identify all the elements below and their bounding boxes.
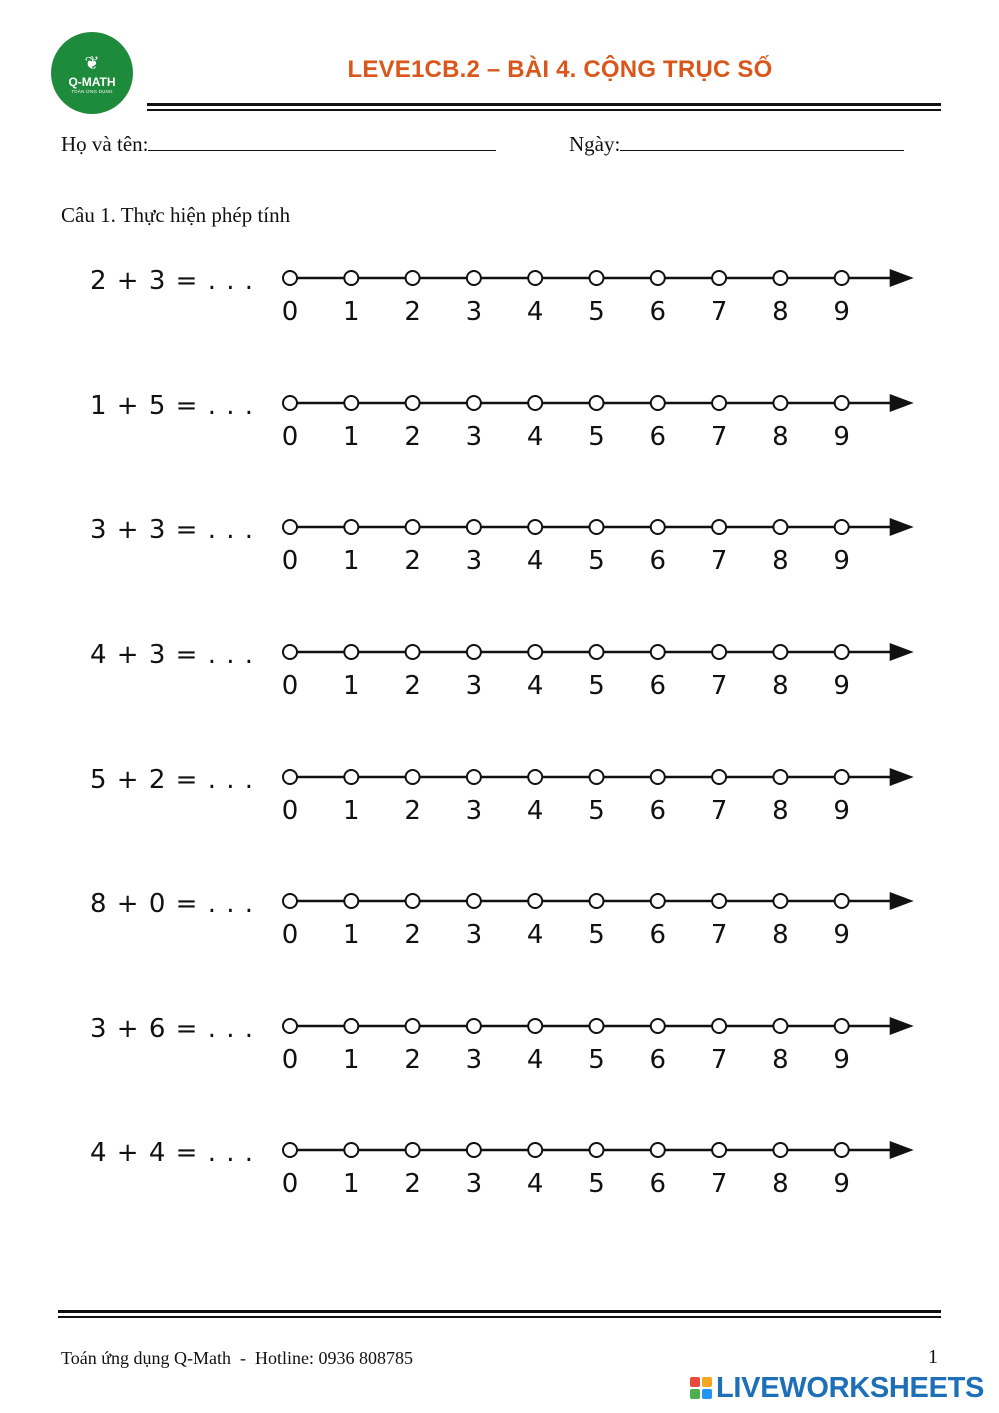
tick-label: 9	[833, 1169, 850, 1199]
tick-label: 5	[588, 546, 605, 576]
tick-label: 5	[588, 671, 605, 701]
tick-point[interactable]	[712, 520, 726, 534]
tick-label: 4	[526, 546, 544, 576]
tick-point[interactable]	[712, 1143, 726, 1157]
tick-label: 6	[649, 422, 667, 452]
number-line	[270, 640, 930, 710]
tick-label: 3	[465, 671, 483, 701]
tick-point[interactable]	[344, 396, 358, 410]
tick-label: 8	[772, 1169, 789, 1199]
tick-point[interactable]	[467, 520, 481, 534]
tick-point[interactable]	[590, 894, 604, 908]
tick-label: 7	[710, 671, 728, 701]
problem-expression: 1 + 5 = . . .	[90, 391, 255, 421]
tick-point[interactable]	[835, 1019, 849, 1033]
footer-rule-bottom	[58, 1316, 941, 1318]
tick-label: 7	[710, 920, 728, 950]
tick-point[interactable]	[773, 894, 787, 908]
tick-point[interactable]	[406, 1143, 420, 1157]
tick-point[interactable]	[344, 520, 358, 534]
number-line	[270, 1138, 930, 1208]
tick-label: 3	[465, 1045, 483, 1075]
liveworksheets-watermark	[690, 1372, 984, 1404]
name-field[interactable]	[61, 130, 496, 157]
logo-tagline: TOÁN ỨNG DỤNG	[71, 89, 113, 94]
tick-point[interactable]	[528, 271, 542, 285]
tick-label: 4	[526, 1045, 544, 1075]
tick-label: 9	[833, 422, 850, 452]
tick-label: 1	[343, 422, 360, 452]
tick-point[interactable]	[712, 770, 726, 784]
tick-point[interactable]	[406, 1019, 420, 1033]
tick-label: 3	[465, 422, 483, 452]
tick-point[interactable]	[590, 1019, 604, 1033]
tick-point[interactable]	[651, 520, 665, 534]
tick-label: 9	[833, 920, 850, 950]
problem-row	[0, 1138, 999, 1218]
tick-label: 6	[649, 1169, 667, 1199]
tick-label: 1	[343, 920, 360, 950]
tick-point[interactable]	[283, 271, 297, 285]
tick-point[interactable]	[590, 271, 604, 285]
question-heading: Câu 1. Thực hiện phép tính	[61, 203, 291, 227]
tick-label: 4	[526, 920, 544, 950]
tick-point[interactable]	[651, 770, 665, 784]
arrow-head-icon	[890, 518, 914, 536]
header-rule-bottom	[147, 109, 941, 111]
tick-point[interactable]	[773, 770, 787, 784]
tick-point[interactable]	[651, 645, 665, 659]
tick-label: 8	[772, 796, 789, 826]
tick-label: 9	[833, 796, 850, 826]
tick-label: 0	[281, 671, 299, 701]
tick-point[interactable]	[835, 1143, 849, 1157]
arrow-head-icon	[890, 643, 914, 661]
tick-point[interactable]	[467, 645, 481, 659]
tick-point[interactable]	[283, 1143, 297, 1157]
arrow-head-icon	[890, 1017, 914, 1035]
tick-label: 3	[465, 297, 483, 327]
tick-label: 7	[710, 297, 728, 327]
tick-point[interactable]	[283, 520, 297, 534]
tick-label: 9	[833, 297, 850, 327]
tick-label: 0	[281, 920, 299, 950]
tick-label: 2	[404, 920, 421, 950]
arrow-head-icon	[890, 768, 914, 786]
date-label: Ngày:	[569, 132, 621, 156]
tick-point[interactable]	[344, 770, 358, 784]
tick-point[interactable]	[590, 520, 604, 534]
problem-expression: 4 + 3 = . . .	[90, 640, 255, 670]
tick-point[interactable]	[773, 271, 787, 285]
tick-point[interactable]	[773, 1143, 787, 1157]
tick-point[interactable]	[590, 770, 604, 784]
tick-label: 4	[526, 1169, 544, 1199]
tick-point[interactable]	[406, 271, 420, 285]
tick-point[interactable]	[528, 645, 542, 659]
tick-label: 6	[649, 1045, 667, 1075]
tick-point[interactable]	[528, 1019, 542, 1033]
watermark-text: LIVEWORKSHEETS	[716, 1371, 985, 1404]
problem-row	[0, 1014, 999, 1094]
tick-label: 7	[710, 546, 728, 576]
tick-label: 9	[833, 1045, 850, 1075]
tick-point[interactable]	[528, 894, 542, 908]
name-label: Họ và tên:	[61, 132, 149, 156]
tick-label: 6	[649, 671, 667, 701]
tick-label: 6	[649, 920, 667, 950]
tick-label: 9	[833, 546, 850, 576]
number-line	[270, 765, 930, 835]
tick-label: 1	[343, 1045, 360, 1075]
tick-point[interactable]	[406, 520, 420, 534]
problem-expression: 4 + 4 = . . .	[90, 1138, 255, 1168]
number-line	[270, 1014, 930, 1084]
tick-label: 4	[526, 796, 544, 826]
tick-label: 8	[772, 1045, 789, 1075]
tick-label: 4	[526, 671, 544, 701]
number-line	[270, 889, 930, 959]
tick-point[interactable]	[344, 1019, 358, 1033]
tick-label: 5	[588, 422, 605, 452]
tick-label: 8	[772, 546, 789, 576]
logo-brand: Q-MATH	[68, 75, 116, 89]
date-blank[interactable]	[620, 130, 904, 151]
tick-point[interactable]	[344, 271, 358, 285]
tick-label: 6	[649, 796, 667, 826]
tick-point[interactable]	[835, 645, 849, 659]
tick-point[interactable]	[590, 645, 604, 659]
tick-point[interactable]	[835, 396, 849, 410]
tick-label: 3	[465, 546, 483, 576]
tick-label: 8	[772, 671, 789, 701]
tick-point[interactable]	[590, 396, 604, 410]
tick-label: 3	[465, 1169, 483, 1199]
tick-label: 3	[465, 920, 483, 950]
tick-label: 6	[649, 546, 667, 576]
tick-label: 7	[710, 796, 728, 826]
tick-label: 1	[343, 1169, 360, 1199]
page-number: 1	[928, 1346, 938, 1368]
tick-point[interactable]	[651, 271, 665, 285]
tick-point[interactable]	[712, 894, 726, 908]
tick-label: 1	[343, 546, 360, 576]
tick-label: 2	[404, 546, 421, 576]
tick-point[interactable]	[344, 645, 358, 659]
tick-point[interactable]	[467, 770, 481, 784]
tick-label: 2	[404, 796, 421, 826]
tick-point[interactable]	[406, 770, 420, 784]
tick-point[interactable]	[835, 894, 849, 908]
tick-point[interactable]	[467, 1143, 481, 1157]
tick-label: 0	[281, 1169, 299, 1199]
arrow-head-icon	[890, 1141, 914, 1159]
tick-label: 2	[404, 671, 421, 701]
tick-point[interactable]	[467, 271, 481, 285]
tick-label: 0	[281, 297, 299, 327]
tick-label: 1	[343, 796, 360, 826]
arrow-head-icon	[890, 269, 914, 287]
header-rule-top	[147, 103, 941, 106]
number-line	[270, 391, 930, 461]
tick-point[interactable]	[467, 894, 481, 908]
tick-point[interactable]	[651, 894, 665, 908]
tick-label: 2	[404, 297, 421, 327]
tick-point[interactable]	[406, 894, 420, 908]
tick-point[interactable]	[528, 770, 542, 784]
tick-point[interactable]	[651, 1143, 665, 1157]
tick-label: 7	[710, 1169, 728, 1199]
tick-label: 3	[465, 796, 483, 826]
liveworksheets-icon	[690, 1377, 712, 1399]
tick-point[interactable]	[283, 396, 297, 410]
problem-row	[0, 765, 999, 845]
problem-expression: 3 + 3 = . . .	[90, 515, 255, 545]
tick-point[interactable]	[344, 1143, 358, 1157]
tick-label: 4	[526, 422, 544, 452]
tick-point[interactable]	[344, 894, 358, 908]
tick-point[interactable]	[528, 396, 542, 410]
tick-point[interactable]	[283, 1019, 297, 1033]
tick-label: 7	[710, 1045, 728, 1075]
problem-row	[0, 515, 999, 595]
tick-point[interactable]	[651, 396, 665, 410]
tick-label: 0	[281, 1045, 299, 1075]
footer-rule-top	[58, 1310, 941, 1313]
problem-expression: 2 + 3 = . . .	[90, 266, 255, 296]
tick-label: 4	[526, 297, 544, 327]
tick-label: 5	[588, 1045, 605, 1075]
tick-label: 7	[710, 422, 728, 452]
tick-label: 6	[649, 297, 667, 327]
leaf-bird-icon: ❦	[84, 53, 100, 74]
footer-contact: Toán ứng dụng Q-Math - Hotline: 0936 808785	[61, 1348, 413, 1368]
problem-expression: 8 + 0 = . . .	[90, 889, 255, 919]
tick-label: 5	[588, 297, 605, 327]
problem-row	[0, 889, 999, 969]
tick-label: 1	[343, 297, 360, 327]
tick-label: 0	[281, 796, 299, 826]
problem-row	[0, 640, 999, 720]
worksheet-title: LEVE1CB.2 – BÀI 4. CỘNG TRỤC SỐ	[347, 56, 773, 83]
problem-expression: 5 + 2 = . . .	[90, 765, 255, 795]
tick-label: 2	[404, 1045, 421, 1075]
tick-label: 2	[404, 1169, 421, 1199]
problem-row	[0, 266, 999, 346]
tick-label: 5	[588, 1169, 605, 1199]
tick-point[interactable]	[406, 645, 420, 659]
tick-label: 5	[588, 796, 605, 826]
tick-point[interactable]	[773, 1019, 787, 1033]
tick-label: 1	[343, 671, 360, 701]
tick-point[interactable]	[712, 396, 726, 410]
tick-point[interactable]	[406, 396, 420, 410]
tick-point[interactable]	[712, 645, 726, 659]
tick-point[interactable]	[773, 396, 787, 410]
arrow-head-icon	[890, 394, 914, 412]
tick-point[interactable]	[283, 645, 297, 659]
tick-label: 0	[281, 546, 299, 576]
tick-point[interactable]	[712, 271, 726, 285]
tick-point[interactable]	[835, 770, 849, 784]
date-field[interactable]	[569, 130, 904, 157]
name-blank[interactable]	[148, 130, 496, 151]
tick-point[interactable]	[651, 1019, 665, 1033]
number-line	[270, 515, 930, 585]
problem-row	[0, 391, 999, 471]
tick-label: 8	[772, 422, 789, 452]
tick-point[interactable]	[467, 1019, 481, 1033]
tick-label: 2	[404, 422, 421, 452]
tick-point[interactable]	[712, 1019, 726, 1033]
qmath-logo	[51, 32, 133, 114]
tick-point[interactable]	[835, 271, 849, 285]
tick-point[interactable]	[835, 520, 849, 534]
problem-expression: 3 + 6 = . . .	[90, 1014, 255, 1044]
tick-point[interactable]	[283, 770, 297, 784]
tick-point[interactable]	[773, 520, 787, 534]
tick-point[interactable]	[528, 520, 542, 534]
tick-point[interactable]	[590, 1143, 604, 1157]
tick-label: 0	[281, 422, 299, 452]
tick-label: 5	[588, 920, 605, 950]
tick-point[interactable]	[773, 645, 787, 659]
tick-point[interactable]	[467, 396, 481, 410]
tick-label: 8	[772, 920, 789, 950]
number-line	[270, 266, 930, 336]
arrow-head-icon	[890, 892, 914, 910]
tick-label: 8	[772, 297, 789, 327]
tick-point[interactable]	[528, 1143, 542, 1157]
tick-label: 9	[833, 671, 850, 701]
tick-point[interactable]	[283, 894, 297, 908]
